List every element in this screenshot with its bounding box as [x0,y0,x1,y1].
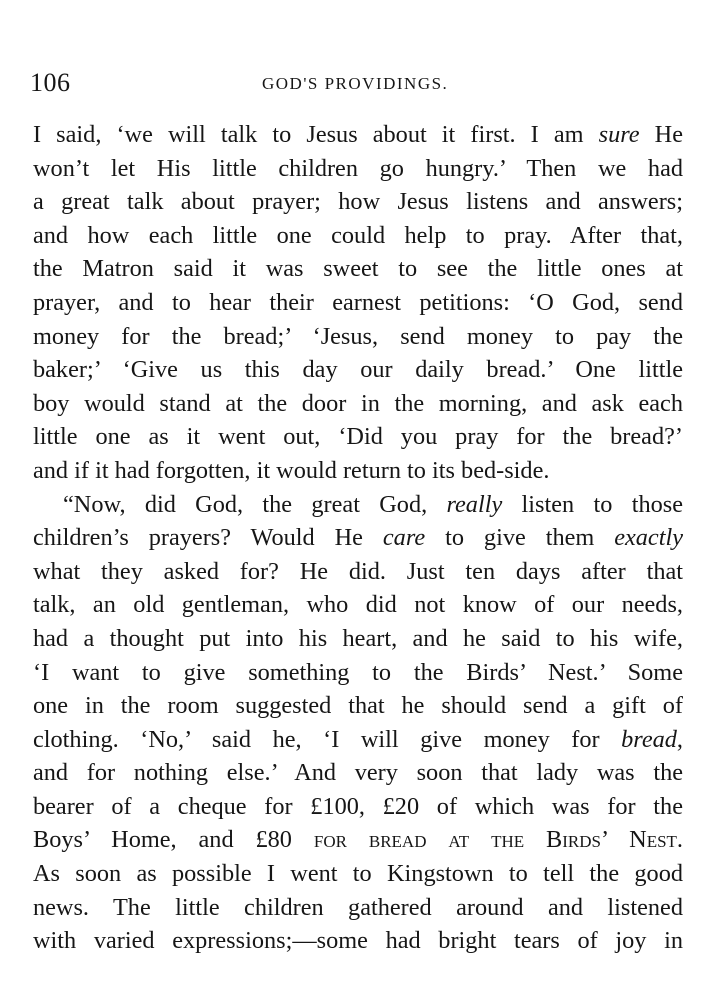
text-line: Boys’ Home, and £80 for bread at the Birds’ Nest. [33,826,683,854]
text-line: and if it had forgotten, it would return to its bed-side. [33,456,550,484]
text-line: and how each little one could help to pray. After that, [33,221,683,249]
text-line: boy would stand at the door in the morning, and ask each [33,389,683,417]
text-line: bearer of a cheque for £100, £20 of which was for the [33,792,683,820]
text-line: talk, an old gentleman, who did not know of our needs, [33,591,683,619]
running-title: GOD'S PROVIDINGS. [262,74,449,93]
page-header [30,68,690,104]
text-line: what they asked for? He did. Just ten days after that [33,557,683,585]
text-line: and for nothing else.’ And very soon that lady was the [33,759,683,787]
text-line: children’s prayers? Would He care to give them exactly [33,524,683,552]
text-line: prayer, and to hear their earnest petitions: ‘O God, send [33,288,683,316]
body-text [33,118,683,958]
text-line: ‘I want to give something to the Birds’ Nest.’ Some [33,658,683,686]
text-line: As soon as possible I went to Kingstown to tell the good [33,860,683,888]
text-line: won’t let His little children go hungry.’ Then we had [33,154,683,182]
text-line: money for the bread;’ ‘Jesus, send money to pay the [33,322,683,350]
text-line: baker;’ ‘Give us this day our daily bread.’ One little [33,356,683,384]
text-line: with varied expressions;—some had bright tears of joy in [33,927,683,955]
text-line: I said, ‘we will talk to Jesus about it first. I am sure He [33,121,684,148]
text-line: little one as it went out, ‘Did you pray for the bread?’ [33,423,683,451]
text-line: “Now, did God, the great God, really listen to those [63,490,683,518]
text-line: a great talk about prayer; how Jesus listens and answers; [33,188,683,216]
text-line: one in the room suggested that he should send a gift of [33,692,683,720]
text-line: clothing. ‘No,’ said he, ‘I will give money for bread, [33,725,683,753]
text-line: had a thought put into his heart, and he said to his wife, [33,624,683,652]
page-number: 106 [30,68,71,97]
text-line: news. The little children gathered around and listened [33,893,683,921]
text-line: the Matron said it was sweet to see the little ones at [33,255,683,283]
